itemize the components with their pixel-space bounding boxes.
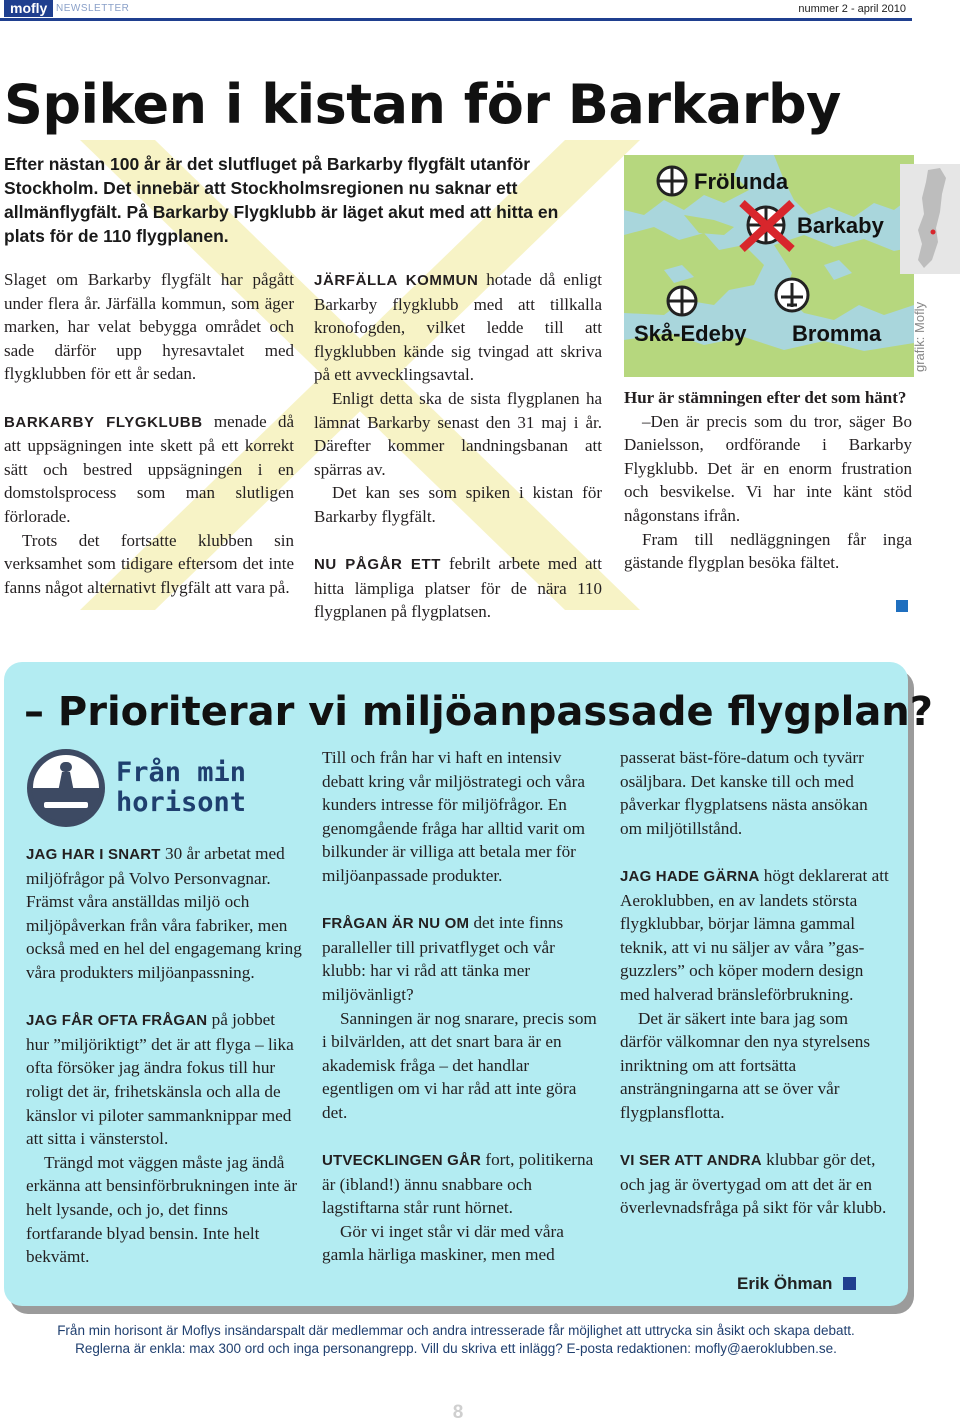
paragraph: Trots det fortsatte klubben sin verksamhet som tidigare eftersom det inte fanns något alternativt flygfält att vara på. xyxy=(4,530,294,597)
paragraph xyxy=(314,268,602,387)
paragraph-text: febrilt arbete med att hitta lämpliga platser för de nära 110 flygplanen på flygplatsen. xyxy=(314,554,602,622)
run-in-heading: JAG HAR I SNART xyxy=(26,846,161,863)
debate-column-2 xyxy=(322,746,600,1267)
article-headline: Spiken i kistan för Barkarby xyxy=(4,73,841,136)
paragraph-text: 30 år arbetat med miljöfrågor på Volvo Personvagnar. Främst våra anställdas miljö och miljöpåverkan från våra fabriker, men också med en hel del engagemang kring våra produkters miljöanpassning. xyxy=(26,844,302,982)
paragraph: Trängd mot väggen måste jag ändå erkänna att bensinförbrukningen inte är helt lysande, och jo, det finns fortfarande blyad bensin. Inte helt bekvämt. xyxy=(26,1152,298,1267)
article-column-2 xyxy=(314,268,602,624)
run-in-heading: JAG FÅR OFTA FRÅGAN xyxy=(26,1012,208,1030)
paragraph-text: det inte finns paralleller till privatflyget och vår klubb: har vi råd att tänka mer miljövänligt? xyxy=(322,913,564,1004)
paragraph-text: klubbar gör det, och jag är övertygad om att det är en överlevnadsfråga på sikt för vår klubb. xyxy=(620,1150,887,1218)
run-in-heading: BARKARBY FLYGKLUBB xyxy=(4,413,203,431)
interview-question: Hur är stämningen efter det som hänt? xyxy=(624,388,907,407)
map-credit: grafik: Mofly xyxy=(912,301,927,372)
frolunda-airfield-icon xyxy=(658,167,686,195)
paragraph xyxy=(314,552,602,624)
bromma-airfield-icon xyxy=(776,279,808,311)
article-column-3 xyxy=(624,386,912,575)
paragraph xyxy=(322,911,600,1006)
article-column-1 xyxy=(4,268,294,599)
paragraph-text: menade då att uppsägningen inte skett på ett korrekt sätt och bestred uppsägningen i en domstolsprocess som man slutligen förlorade. xyxy=(4,411,294,526)
paragraph: Fram till nedläggningen får inga gästande flygplan besöka fältet. xyxy=(624,529,912,573)
paragraph: Slaget om Barkarby flygfält har pågått under flera år. Järfälla kommun, som äger marken, har velat bebygga området och sade därför upp hyresavtalet med flygklubben för ett år sedan. xyxy=(4,270,294,384)
paragraph: passerat bäst-före-datum och tyvärr osäljbara. Det kanske till och med påverkar flygplatsens nästa ansökan om miljötillstånd. xyxy=(620,748,868,838)
paragraph: Sanningen är nog snarare, precis som i bilvärlden, att det snart bara är en akademisk fråga – det handlar egentligen om vi har råd att inte göra det. xyxy=(322,1008,597,1122)
paragraph-text: på jobbet hur ”miljöriktigt” det är att flyga – lika ofta försöker jag ändra fokus till hur roligt det är, frihetskänsla och alla de känslor vi piloter sammanknippar med att sitta i vänsterstol. xyxy=(26,1010,294,1149)
paragraph: Gör vi inget står vi där med våra gamla härliga maskiner, men med xyxy=(322,1221,564,1265)
paragraph xyxy=(620,1148,892,1220)
paragraph-text: fort, politikerna är (ibland!) ännu snabbare och lagstiftarna står runt hörnet. xyxy=(322,1150,594,1218)
run-in-heading: JAG HADE GÄRNA xyxy=(620,867,760,885)
mofly-logo: mofly xyxy=(4,0,53,17)
author-signature: Erik Öhman xyxy=(737,1274,833,1293)
run-in-heading: FRÅGAN ÄR NU OM xyxy=(322,915,470,933)
column-name-line: horisont xyxy=(116,787,247,818)
speaker-stamp-icon xyxy=(26,748,106,828)
ska-edeby-airfield-icon xyxy=(668,287,696,315)
map-label-frolunda: Frölunda xyxy=(694,169,789,194)
paragraph-text: högt deklarerat att Aeroklubben, en av landets största flygklubbar, börjar lämna gammal teknik, att vi nu säljer av våra ”gas-guzzlers” och köper modern design med halverad bränsleförbrukning. xyxy=(620,865,889,1004)
column-name xyxy=(116,758,246,818)
paragraph xyxy=(620,864,892,1007)
end-mark xyxy=(843,1277,856,1290)
paragraph xyxy=(4,410,294,529)
barkaby-airfield-icon xyxy=(742,203,792,249)
debate-column-3 xyxy=(620,746,892,1220)
section-label: NEWSLETTER xyxy=(56,3,130,14)
run-in-heading: NU PÅGÅR ETT xyxy=(314,556,442,574)
map-label-bromma: Bromma xyxy=(792,321,882,346)
footer-line: Från min horisont är Moflys insändarspalt där medlemmar och andra intresserade får möjlighet att uttrycka sin åsikt och skapa debatt. xyxy=(57,1323,855,1338)
footer-line: Reglerna är enkla: max 300 ord och inga personangrepp. Vill du skriva ett inlägg? E-posta redaktionen: mofly@aeroklubben.se. xyxy=(75,1341,837,1356)
run-in-heading: UTVECKLINGEN GÅR xyxy=(322,1152,482,1170)
page-number: 8 xyxy=(452,1402,464,1423)
debate-footer xyxy=(0,1322,912,1358)
debate-column-1 xyxy=(26,842,302,1269)
paragraph-text: hotade då enligt Barkarby flygklubb med att tillkalla kronofogden, vilket ledde till att flygklubben kände sig tvingad att skriva på ett avvecklingsavtal. xyxy=(314,270,602,385)
paragraph: Enligt detta ska de sista flygplanen ha lämnat Barkarby senast den 31 maj i år. Därefter kommer landningsbanan att spärras av. xyxy=(314,388,602,479)
paragraph xyxy=(322,1148,600,1220)
column-name-line: Från min xyxy=(116,757,247,788)
paragraph xyxy=(26,1008,302,1151)
issue-label: nummer 2 - april 2010 xyxy=(798,3,906,15)
paragraph xyxy=(26,842,302,985)
paragraph: Det är säkert inte bara jag som därför välkomnar den nya styrelsens inriktning om att fortsätta ansträngningarna att se över vår flygplansflotta. xyxy=(620,1008,871,1122)
paragraph: Till och från har vi haft en intensiv debatt kring vår miljöstrategi och våra kunders intresse för miljöfrågor. En genomgående fråga har alltid varit om bilkunder är villiga att betala mer för miljöanpassade produkter. xyxy=(322,748,585,885)
paragraph: Det kan ses som spiken i kistan för Barkarby flygfält. xyxy=(314,483,602,526)
debate-title: – Prioriterar vi miljöanpassade flygplan? xyxy=(24,689,933,735)
article-lead xyxy=(4,152,604,248)
sweden-inset-map xyxy=(900,164,960,274)
lead-text: Efter nästan 100 år är det slutfluget på Barkarby flygfält utanför Stockholm. Det innebär att Stockholmsregionen nu saknar ett allmänflygfält. På Barkarby Flygklubb är läget akut med att hitta en plats för de 110 flygplanen. xyxy=(4,154,559,246)
end-mark xyxy=(896,600,908,612)
paragraph: –Den är precis som du tror, säger Bo Danielsson, ordförande i Barkarby Flygklubb. Det är en enorm frustration och besvikelse. Vi har inte känt stöd någonstans ifrån. xyxy=(624,411,912,525)
run-in-heading: VI SER ATT ANDRA xyxy=(620,1152,762,1170)
map-label-ska-edeby: Skå-Edeby xyxy=(634,321,747,346)
map-label-barkaby: Barkaby xyxy=(797,213,884,238)
run-in-heading: JÄRFÄLLA KOMMUN xyxy=(314,272,479,289)
airfield-map xyxy=(624,155,914,377)
